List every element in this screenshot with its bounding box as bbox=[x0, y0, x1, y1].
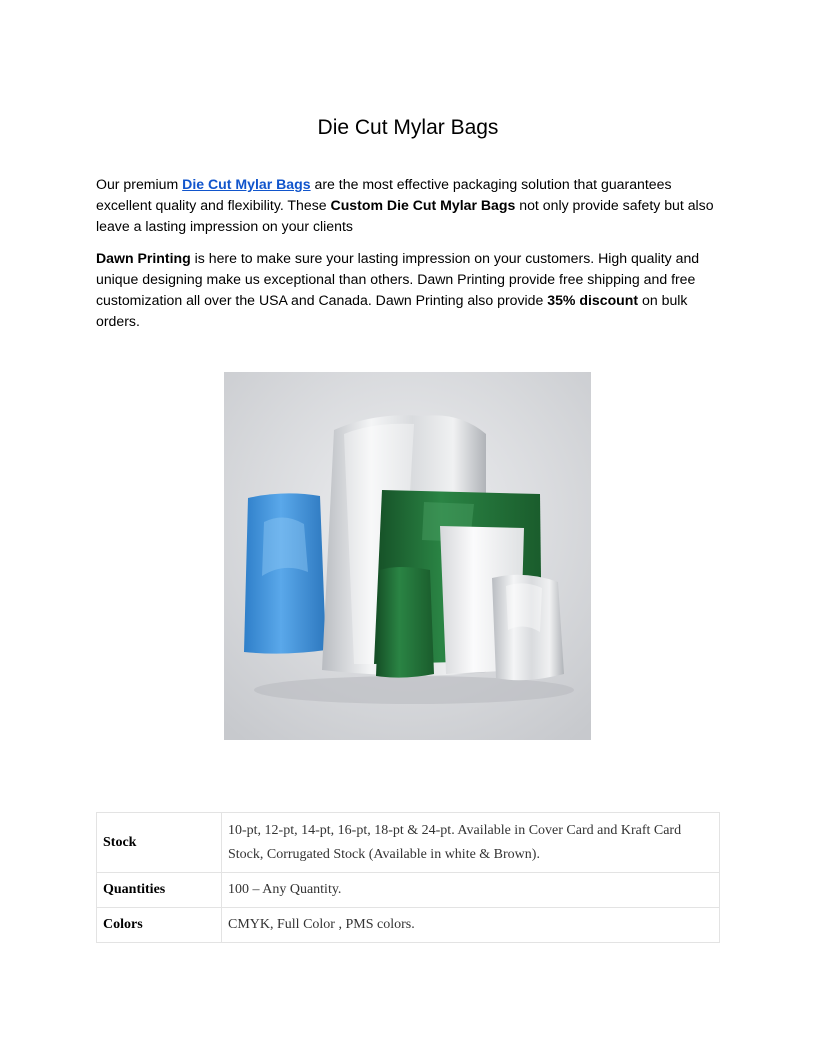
about-text-2: on bulk orders. bbox=[96, 292, 688, 329]
table-row bbox=[97, 873, 720, 908]
table-row bbox=[97, 813, 720, 873]
intro-bold-product: Custom Die Cut Mylar Bags bbox=[330, 197, 516, 213]
spec-label: Colors bbox=[97, 908, 222, 943]
intro-suffix: not only provide safety but also leave a lasting impression on your clients bbox=[96, 197, 714, 234]
mylar-bags-illustration bbox=[224, 372, 591, 740]
spec-value: 100 – Any Quantity. bbox=[222, 873, 720, 908]
intro-paragraph bbox=[96, 174, 724, 237]
specifications-table bbox=[96, 812, 720, 943]
about-paragraph bbox=[96, 248, 724, 332]
intro-middle: are the most effective packaging solution that guarantees excellent quality and flexibility. These bbox=[96, 176, 672, 213]
spec-value: 10-pt, 12-pt, 14-pt, 16-pt, 18-pt & 24-pt. Available in Cover Card and Kraft Card Stock, Corrugated Stock (Available in white & Brown). bbox=[222, 813, 720, 873]
spec-label: Quantities bbox=[97, 873, 222, 908]
discount-text: 35% discount bbox=[547, 292, 639, 308]
die-cut-mylar-bags-link[interactable]: Die Cut Mylar Bags bbox=[182, 176, 311, 192]
brand-name: Dawn Printing bbox=[96, 250, 191, 266]
spec-value: CMYK, Full Color , PMS colors. bbox=[222, 908, 720, 943]
table-row bbox=[97, 908, 720, 943]
about-text-1: is here to make sure your lasting impression on your customers. High quality and unique designing make us exceptional than others. Dawn Printing provide free shipping and free customization all over the USA and Canada. Dawn Printing also provide bbox=[96, 250, 700, 308]
page-title: Die Cut Mylar Bags bbox=[317, 116, 499, 139]
intro-prefix: Our premium bbox=[96, 176, 183, 192]
spec-label: Stock bbox=[97, 813, 222, 873]
mylar-bags-photo bbox=[224, 372, 591, 740]
